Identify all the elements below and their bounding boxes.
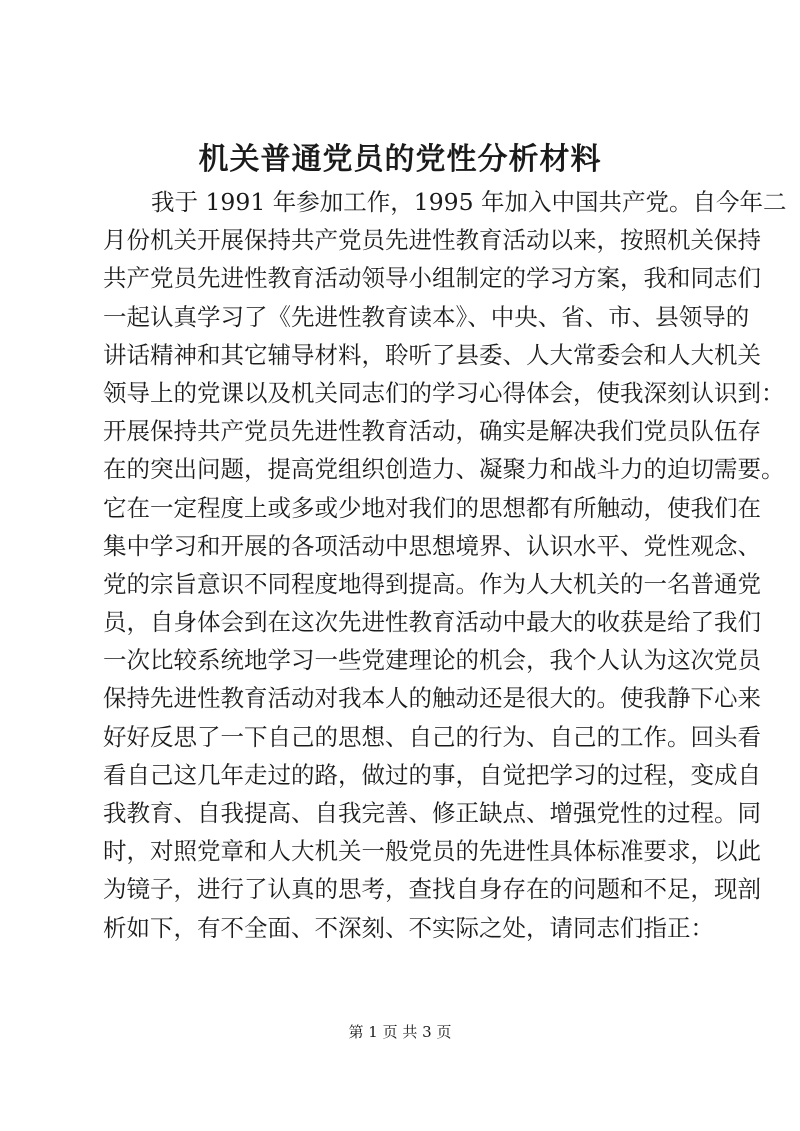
body-line: 共产党员先进性教育活动领导小组制定的学习方案，我和同志们 (103, 264, 761, 293)
body-line: 月份机关开展保持共产党员先进性教育活动以来，按照机关保持 (103, 226, 761, 255)
body-line: 为镜子，进行了认真的思考，查找自身存在的问题和不足，现剖 (103, 875, 761, 904)
document-body (103, 183, 787, 947)
body-line: 党的宗旨意识不同程度地得到提高。作为人大机关的一名普通党 (103, 569, 761, 598)
document-title: 机关普通党员的党性分析材料 (198, 142, 602, 177)
body-line: 它在一定程度上或多或少地对我们的思想都有所触动，使我们在 (103, 493, 761, 522)
body-line: 在的突出问题，提高党组织创造力、凝聚力和战斗力的迫切需要。 (103, 455, 785, 484)
body-line: 开展保持共产党员先进性教育活动，确实是解决我们党员队伍存 (103, 417, 761, 446)
body-line: 保持先进性教育活动对我本人的触动还是很大的。使我静下心来 (103, 684, 761, 713)
body-line: 我于 1991 年参加工作，1995 年加入中国共产党。自今年二 (151, 188, 787, 216)
body-line: 一起认真学习了《先进性教育读本》、中央、省、市、县领导的 (103, 302, 750, 331)
body-line: 时，对照党章和人大机关一般党员的先进性具体标准要求，以此 (103, 837, 761, 866)
body-line: 员，自身体会到在这次先进性教育活动中最大的收获是给了我们 (103, 608, 761, 637)
body-line: 析如下，有不全面、不深刻、不实际之处，请同志们指正： (103, 913, 714, 942)
body-line: 一次比较系统地学习一些党建理论的机会，我个人认为这次党员 (103, 646, 761, 675)
body-line: 我教育、自我提高、自我完善、修正缺点、增强党性的过程。同 (103, 799, 761, 827)
page-footer: 第 1 页 共 3 页 (348, 1023, 452, 1041)
body-line: 集中学习和开展的各项活动中思想境界、认识水平、党性观念、 (103, 531, 761, 560)
body-line: 领导上的党课以及机关同志们的学习心得体会，使我深刻认识到： (103, 378, 785, 407)
body-line: 讲话精神和其它辅导材料，聆听了县委、人大常委会和人大机关 (103, 340, 761, 369)
body-line: 看自己这几年走过的路，做过的事，自觉把学习的过程，变成自 (103, 760, 761, 789)
body-line: 好好反思了一下自己的思想、自己的行为、自己的工作。回头看 (103, 722, 761, 751)
